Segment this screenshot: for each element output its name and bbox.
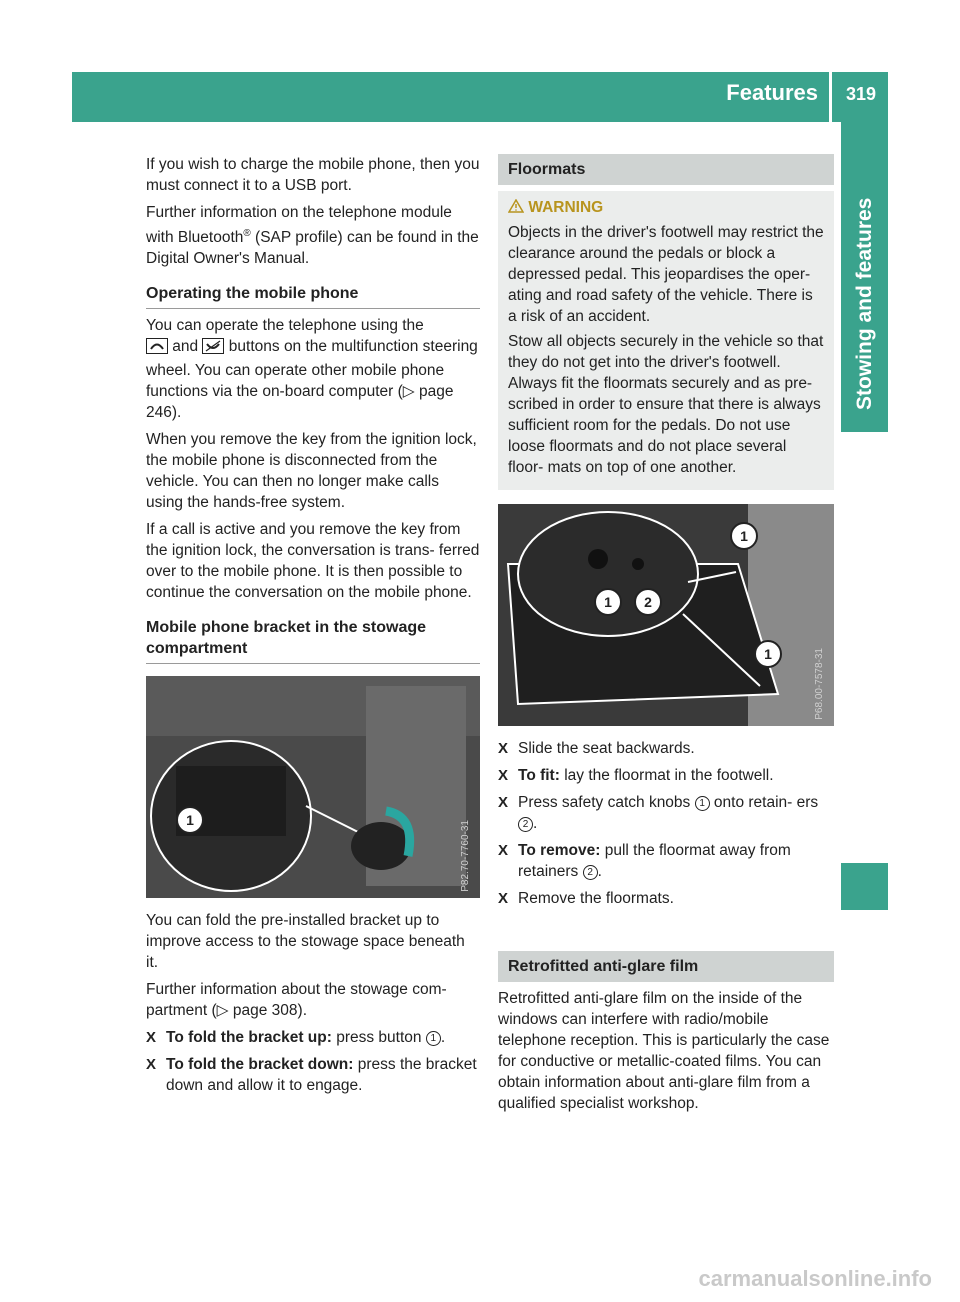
warning-triangle-icon	[508, 199, 528, 216]
footer-watermark: carmanualsonline.info	[698, 1266, 932, 1291]
step-arrow-icon: X	[498, 794, 509, 811]
warning-text: Objects in the driver's footwell may restrict the clearance around the pedals or block a depressed pedal. This jeopardises the oper- ating and road safety of the vehicle. There is a risk of an accident.	[508, 224, 824, 325]
callout-ref: 2	[583, 865, 598, 880]
instruction-step: X To fold the bracket up: press button 1 .	[146, 1029, 446, 1047]
instruction-step: X Remove the floormats.	[498, 890, 674, 907]
paragraph: Further information on the telephone module with Bluetooth® (SAP profile) can be found in the Digital Owner's Manual.	[146, 204, 479, 268]
heading-operating-phone: Operating the mobile phone	[146, 283, 480, 309]
header-divider	[829, 72, 832, 122]
step-arrow-icon: X	[498, 740, 509, 757]
paragraph: You can operate the telephone using the and buttons on the multifunction steering wheel. You can operate other mobile phone functions via the on-board computer (▷ page 246).	[146, 317, 478, 422]
callout-2: 2	[634, 588, 662, 616]
callout-ref: 2	[518, 817, 533, 832]
page-ref-link[interactable]: page 308	[232, 1002, 298, 1020]
callout-ref: 1	[695, 796, 710, 811]
page-number: 319	[845, 84, 876, 104]
floormat-photo	[498, 504, 834, 726]
callout-1: 1	[754, 640, 782, 668]
page-ref-arrow-icon: ▷	[402, 383, 419, 401]
right-column	[498, 154, 834, 1120]
step-arrow-icon: X	[146, 1029, 157, 1047]
floormat-photo-drawing	[498, 504, 834, 726]
bracket-photo	[146, 676, 480, 898]
step-arrow-icon: X	[146, 1056, 157, 1074]
step-arrow-icon: X	[498, 890, 509, 907]
warning-text: Stow all objects securely in the vehicle so that they do not get into the driver's footwell. Always fit the floormats securely and as pre- scribed in order to ensure that there is always sufficient room for the pedals. Do not use loose floormats and do not place several floor- mats on top of one another.	[508, 333, 824, 476]
image-code: P68.00-7578-31	[814, 648, 825, 720]
instruction-step: X To fit: lay the floormat in the footwell.	[498, 767, 774, 784]
section-title: Features	[726, 80, 818, 105]
bracket-photo-drawing	[146, 676, 480, 898]
callout-1: 1	[176, 806, 204, 834]
image-code: P82.70-7760-31	[460, 820, 471, 893]
paragraph: You can fold the pre-installed bracket up to improve access to the stowage space beneath it.	[146, 912, 465, 972]
paragraph: Retrofitted anti-glare film on the inside of the windows can interfere with radio/mobile telephone reception. This is particularly the case for conductive or metallic-coated films. You can obtain information about anti-glare film from a qualified specialist workshop.	[498, 990, 830, 1112]
page-header	[72, 72, 888, 122]
chapter-tab-label: Stowing and features	[853, 197, 876, 410]
chapter-tab	[841, 122, 888, 432]
paragraph: Further information about the stowage com- partment (▷ page 308).	[146, 981, 447, 1020]
page-ref-arrow-icon: ▷	[216, 1002, 233, 1020]
heading-floormats: Floormats	[498, 154, 834, 185]
instruction-step: X To remove: pull the floormat away from retainers 2 .	[498, 842, 791, 880]
instruction-step: X To fold the bracket down: press the bracket down and allow it to engage.	[146, 1056, 477, 1095]
callout-1: 1	[730, 522, 758, 550]
phone-end-icon	[202, 338, 224, 360]
phone-accept-icon	[146, 338, 168, 360]
instruction-step: X Slide the seat backwards.	[498, 740, 695, 757]
instruction-step: X Press safety catch knobs 1 onto retain- ers 2 .	[498, 794, 819, 832]
step-arrow-icon: X	[498, 842, 509, 859]
paragraph: If a call is active and you remove the key from the ignition lock, the conversation is trans- ferred over to the mobile phone. It is then possible to continue the conversation on the mobile phone.	[146, 521, 480, 602]
chapter-marker	[841, 863, 888, 910]
paragraph: When you remove the key from the ignition lock, the mobile phone is disconnected from the vehicle. You can then no longer make calls using the hands-free system.	[146, 431, 477, 512]
left-column	[146, 154, 480, 1102]
heading-anti-glare-film: Retrofitted anti-glare film	[498, 951, 834, 982]
warning-box	[498, 191, 834, 490]
callout-ref: 1	[426, 1031, 441, 1046]
callout-1: 1	[594, 588, 622, 616]
paragraph: If you wish to charge the mobile phone, then you must connect it to a USB port.	[146, 156, 480, 194]
page-ref-link[interactable]: page 246	[146, 383, 454, 422]
warning-title: WARNING	[508, 197, 824, 218]
step-arrow-icon: X	[498, 767, 509, 784]
heading-bracket: Mobile phone bracket in the stowage compartment	[146, 617, 480, 664]
